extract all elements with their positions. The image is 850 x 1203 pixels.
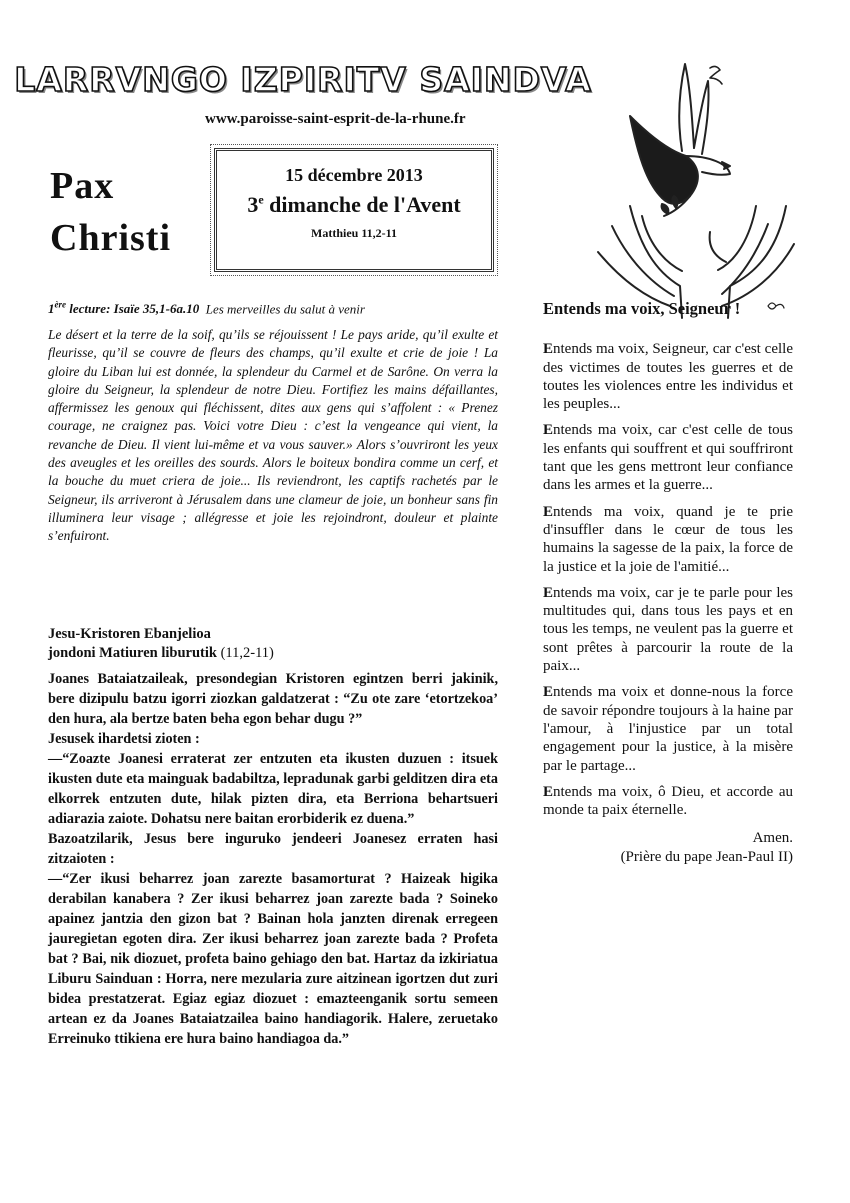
reading-label: lecture: Isaïe 35,1-6a.10: [66, 301, 200, 317]
prayer-text: ntends ma voix et donne-nous la force de savoir répondre toujours à la haine par l'amour, à l'injustice par un total engagement pour la justice, à la misère par le partage...: [543, 684, 793, 774]
first-reading-heading: [48, 300, 498, 317]
drop-letter: E: [543, 584, 554, 601]
gospel-heading: [48, 625, 498, 663]
sunday-title: [217, 192, 491, 218]
drop-letter: E: [543, 341, 554, 358]
prayer-text: ntends ma voix, car je te parle pour les multitudes qui, dans tous les pays et en tous les temps, ne veulent pas la guerre et sont prêtes à parcourir la route de la paix...: [543, 584, 793, 675]
reading-number: 1: [48, 301, 55, 317]
reading-sup: ère: [54, 300, 66, 310]
date-box: [214, 148, 494, 272]
prayer-paragraph: [543, 503, 793, 576]
sunday-rest: dimanche de l'Avent: [263, 192, 461, 217]
prayer-paragraph: [543, 783, 793, 820]
sunday-sup: e: [258, 192, 264, 207]
prayer-text: ntends ma voix, car c'est celle de tous les enfants qui souffrent et qui souffriront tant que les gens mettront leur confiance dans les armes et la guerre...: [543, 422, 793, 494]
masthead-title: LARRVNGO IZPIRITV SAINDVA: [14, 59, 592, 99]
prayer-attribution: (Prière du pape Jean-Paul II): [620, 848, 793, 865]
date: 15 décembre 2013: [285, 165, 423, 185]
gospel-paragraph: Jesusek ihardetsi zioten :: [48, 731, 200, 747]
gospel-text: [48, 669, 498, 1049]
sunday-num: 3: [247, 192, 259, 217]
gospel-title-line1: Jesu-Kristoren Ebanjelioa: [48, 626, 211, 642]
gospel-paragraph: —“Zoazte Joanesi erraterat zer entzuten eta ikusten duzuen : itsuek ikusten dute eta mainguak badabiltza, lepradunak garbi gelditzen dira eta elkorrek entzuten dute, hilak pizten dira, eta Berriona behartsueri adiarazia zaiote. Dohatsu nere baitan erorbiderik ez duena.”: [48, 751, 498, 827]
gospel-paragraph: Joanes Bataiatzaileak, presondegian Kristoren egintzen berri jakinik, bere dizipulu batzu igorri ziozkan galdatzerat : “Zu ote zare ‘etortzekoa’ den hura, ala bertze baten beha egon behar dugu ?”: [48, 671, 498, 727]
gospel-reference: Matthieu 11,2-11: [311, 226, 397, 240]
pax-christi-title: [50, 160, 210, 264]
prayer-paragraph: [543, 421, 793, 494]
christi-line: Christi: [50, 217, 171, 259]
drop-letter: E: [543, 503, 554, 520]
prayer-text: ntends ma voix, quand je te prie d'insuffler dans le cœur de tous les humains la sagesse de la paix, la force de la justice et la joie de l'amitié...: [543, 503, 793, 575]
first-reading-text: Le désert et la terre de la soif, qu’ils se réjouissent ! Le pays aride, qu’il exulte et fleurisse, qu’il se couvre de fleurs des champs, qu’il exulte et crie de joie ! La gloire du Liban lui est donnée, la splendeur du Carmel et de Sarône. On verra la gloire du Seigneur, la splendeur de notre Dieu. Fortifiez les mains défaillantes, affermissez les genoux qui fléchissent, dites aux gens qui s’affolent : « Prenez courage, ne craignez pas. Voici votre Dieu : c’est la vengeance qui vient, la revanche de Dieu. Il vient lui-même et va vous sauver.» Alors s’ouvriront les yeux des aveugles et les oreilles des sourds. Alors le boiteux bondira comme un cerf, et la bouche du muet criera de joie... Ils reviendront, les captifs rachetés par le Seigneur, ils arriveront à Jérusalem dans une clameur de joie, un bonheur sans fin illuminera leur visage ; allégresse et joie les rejoindront, douleur et plainte s’enfuiront.: [48, 327, 498, 544]
prayer-paragraph: [543, 584, 793, 675]
prayer-text: ntends ma voix, Seigneur, car c'est celle des victimes de toutes les guerres et de toutes les violences entre les individus et les peuples...: [543, 341, 793, 413]
gospel-title-line2: jondoni Matiuren liburutik: [48, 645, 217, 661]
pax-line: Pax: [50, 165, 115, 207]
site-url[interactable]: www.paroisse-saint-esprit-de-la-rhune.fr: [205, 111, 466, 127]
drop-letter: E: [543, 783, 554, 800]
dove-hands-illustration: [590, 56, 800, 321]
drop-letter: E: [543, 684, 554, 701]
prayer-paragraph: [543, 683, 793, 774]
prayer-title: Entends ma voix, Seigneur !: [543, 299, 741, 318]
drop-letter: E: [543, 422, 554, 439]
prayer-text: ntends ma voix, ô Dieu, et accorde au monde ta paix éternelle.: [543, 783, 793, 819]
masthead: [14, 56, 592, 102]
prayer-column: [543, 300, 793, 866]
prayer-paragraph: [543, 340, 793, 413]
gospel-paragraph: —“Zer ikusi beharrez joan zarezte basamorturat ? Haizeak higika derabilan kanabera ? Zer ikusi beharrez joan zarezte bada ? Soineko apainez jantzia den gizon bat ? Bainan hola janzten direnak erregeen jauregietan egoten dira. Zer ikusi beharrez joan zarezte bada ? Profeta bat ? Bai, nik diozuet, profeta baino gehiago den bat. Hartaz da izkiriatua Liburu Sainduan : Horra, nere mezularia zure aitzinean igortzen dut zuri bidea prestatzerat. Egiaz egiaz diozuet : emazteenganik sortu semeen artean ez da Joanes Bataiatzailea baino handiagorik. Halere, zeruetako Erreinuko ttikiena ere hura baino handiagoa da.”: [48, 871, 498, 1047]
gospel-paragraph: Bazoatzilarik, Jesus bere inguruko jendeeri Joanesez erraten hasi zitzaioten :: [48, 831, 498, 867]
amen: Amen.: [752, 830, 793, 847]
gospel-title-ref: (11,2-11): [216, 645, 274, 661]
reading-subtitle: Les merveilles du salut à venir: [205, 301, 365, 317]
